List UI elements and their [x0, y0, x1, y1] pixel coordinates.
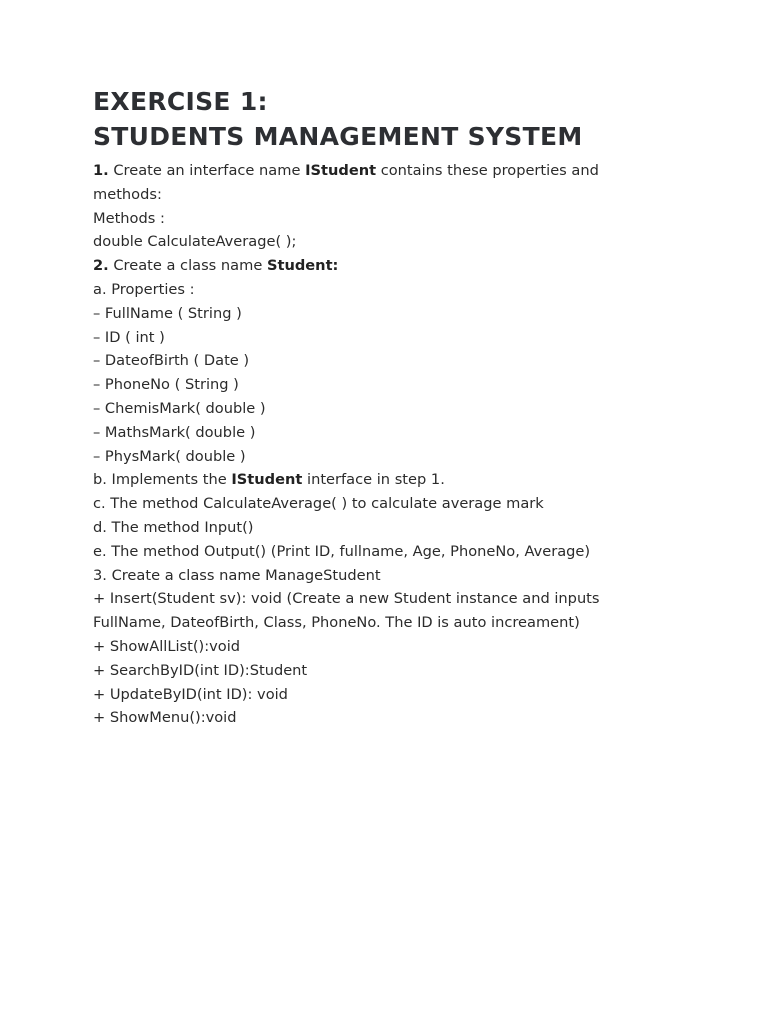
bold-text: IStudent [231, 471, 303, 489]
text-line [93, 635, 713, 659]
text-segment: double CalculateAverage( ); [93, 233, 297, 251]
text-segment: Create a class name [108, 257, 267, 275]
text-segment: – PhoneNo ( String ) [93, 376, 239, 394]
text-segment: – DateofBirth ( Date ) [93, 352, 250, 370]
text-segment: Create an interface name [108, 162, 306, 179]
bold-text: 1. [93, 162, 109, 179]
text-segment: a. Properties : [93, 280, 195, 298]
text-line [93, 611, 713, 635]
text-line [93, 302, 713, 326]
title-line-1: EXERCISE 1: [93, 87, 268, 116]
text-segment: d. The method Input() [93, 518, 254, 536]
text-line [93, 183, 713, 207]
text-segment: Methods : [93, 209, 165, 227]
document-body [93, 159, 713, 730]
text-segment: – MathsMark( double ) [93, 423, 256, 441]
text-segment: e. The method Output() (Print ID, fullname, Age, PhoneNo, Average) [93, 542, 591, 560]
text-line [93, 564, 713, 588]
text-segment: b. Implements the [93, 471, 232, 489]
text-segment: + Insert(Student sv): void (Create a new Student instance and inputs [93, 590, 600, 608]
text-segment: + UpdateByID(int ID): void [93, 685, 288, 703]
text-line [93, 230, 713, 254]
text-segment: 3. Create a class name ManageStudent [93, 566, 381, 584]
text-segment: + ShowAllList():void [93, 637, 241, 655]
text-line [93, 373, 713, 397]
text-line [93, 278, 713, 302]
text-line [93, 159, 713, 183]
text-line [93, 421, 713, 445]
text-segment: – PhysMark( double ) [93, 447, 246, 465]
text-line [93, 587, 713, 611]
text-line [93, 659, 713, 683]
document [93, 84, 713, 730]
text-segment: – ChemisMark( double ) [93, 399, 266, 417]
bold-text: IStudent [305, 162, 377, 179]
text-line [93, 349, 713, 373]
text-line [93, 683, 713, 707]
text-line [93, 492, 713, 516]
text-line [93, 540, 713, 564]
text-segment: FullName, DateofBirth, Class, PhoneNo. The ID is auto increament) [93, 614, 580, 632]
text-line [93, 254, 713, 278]
text-line [93, 445, 713, 469]
text-line [93, 516, 713, 540]
text-line [93, 397, 713, 421]
text-segment: + ShowMenu():void [93, 709, 237, 727]
text-segment: contains these properties and [376, 162, 599, 179]
text-line [93, 468, 713, 492]
text-segment: – ID ( int ) [93, 328, 165, 346]
text-segment: + SearchByID(int ID):Student [93, 661, 308, 679]
title-line-2: STUDENTS MANAGEMENT SYSTEM [93, 122, 583, 151]
text-line [93, 326, 713, 350]
text-segment: interface in step 1. [302, 471, 445, 489]
text-line [93, 706, 713, 730]
bold-text: Student: [266, 257, 339, 275]
bold-text: 2. [93, 257, 109, 275]
text-segment: c. The method CalculateAverage( ) to calculate average mark [93, 495, 544, 513]
document-title [93, 84, 713, 154]
text-segment: – FullName ( String ) [93, 304, 242, 322]
text-line [93, 207, 713, 231]
text-segment: methods: [93, 185, 162, 203]
